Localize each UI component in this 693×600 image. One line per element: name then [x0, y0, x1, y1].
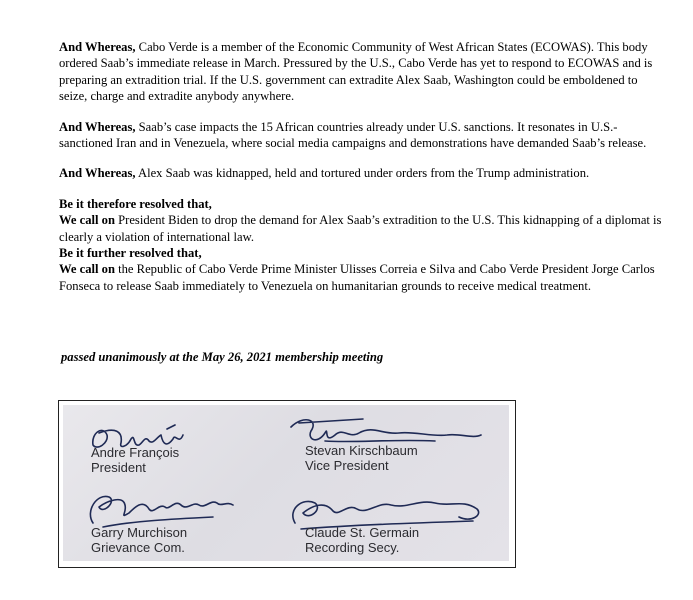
- resolution-document: [59, 39, 665, 294]
- signature-role: Grievance Com.: [91, 540, 185, 555]
- signature-name: Andre François: [91, 445, 180, 460]
- whereas-text: Saab’s case impacts the 15 African countries already under U.S. sanctions. It resonates in U.S.-sanctioned Iran and in Venezuela, where social media campaigns and demonstrations have demanded Saab’s release.: [59, 119, 647, 151]
- signature-stevan-kirschbaum: [291, 419, 481, 442]
- resolution-text: President Biden to drop the demand for Alex Saab’s extradition to the U.S. This kidnapping of a diplomat is clearly a violation of international law.: [59, 213, 662, 244]
- resolution-text: the Republic of Cabo Verde Prime Minister Ulisses Correia e Silva and Cabo Verde President Jorge Carlos Fonseca to release Saab immediately to Venezuela on humanitarian grounds to receive medical treatment.: [59, 262, 655, 293]
- signature-name: Garry Murchison: [91, 525, 188, 540]
- resolution-lead: We call on: [59, 213, 115, 228]
- signature-andre-francois: [93, 425, 183, 447]
- whereas-lead: And Whereas,: [59, 40, 136, 54]
- resolutions-block: [59, 196, 665, 294]
- whereas-text: Cabo Verde is a member of the Economic Community of West African States (ECOWAS). This body ordered Saab’s immediate release in March. Pressured by the U.S., Cabo Verde has yet to respond to ECOWAS and is preparing an extradition trial. If the U.S. government can extradite Alex Saab, Washington could be emboldened to seize, charge and extradite anybody anywhere.: [59, 40, 653, 104]
- resolution-lead: We call on: [59, 262, 115, 277]
- signature-role: Recording Secy.: [305, 540, 400, 555]
- signature-garry-murchison: [90, 496, 233, 527]
- whereas-lead: And Whereas,: [59, 166, 136, 181]
- whereas-paragraph-1: [59, 39, 665, 105]
- whereas-lead: And Whereas,: [59, 119, 136, 134]
- resolution-2: [59, 261, 665, 294]
- passed-note: passed unanimously at the May 26, 2021 membership meeting: [61, 350, 384, 364]
- resolution-header-1: Be it therefore resolved that,: [59, 196, 212, 211]
- signature-role: Vice President: [305, 458, 389, 473]
- resolution-header-2: Be it further resolved that,: [59, 246, 202, 261]
- signature-name: Claude St. Germain: [305, 525, 420, 540]
- whereas-paragraph-2: [59, 119, 665, 152]
- signature-role: President: [91, 460, 146, 475]
- signature-photo-frame: [58, 400, 516, 568]
- whereas-text: Alex Saab was kidnapped, held and tortured under orders from the Trump administration.: [137, 166, 590, 181]
- signature-photo: [63, 405, 509, 561]
- signature-name: Stevan Kirschbaum: [305, 443, 418, 458]
- resolution-1: [59, 212, 665, 245]
- whereas-paragraph-3: [59, 165, 665, 181]
